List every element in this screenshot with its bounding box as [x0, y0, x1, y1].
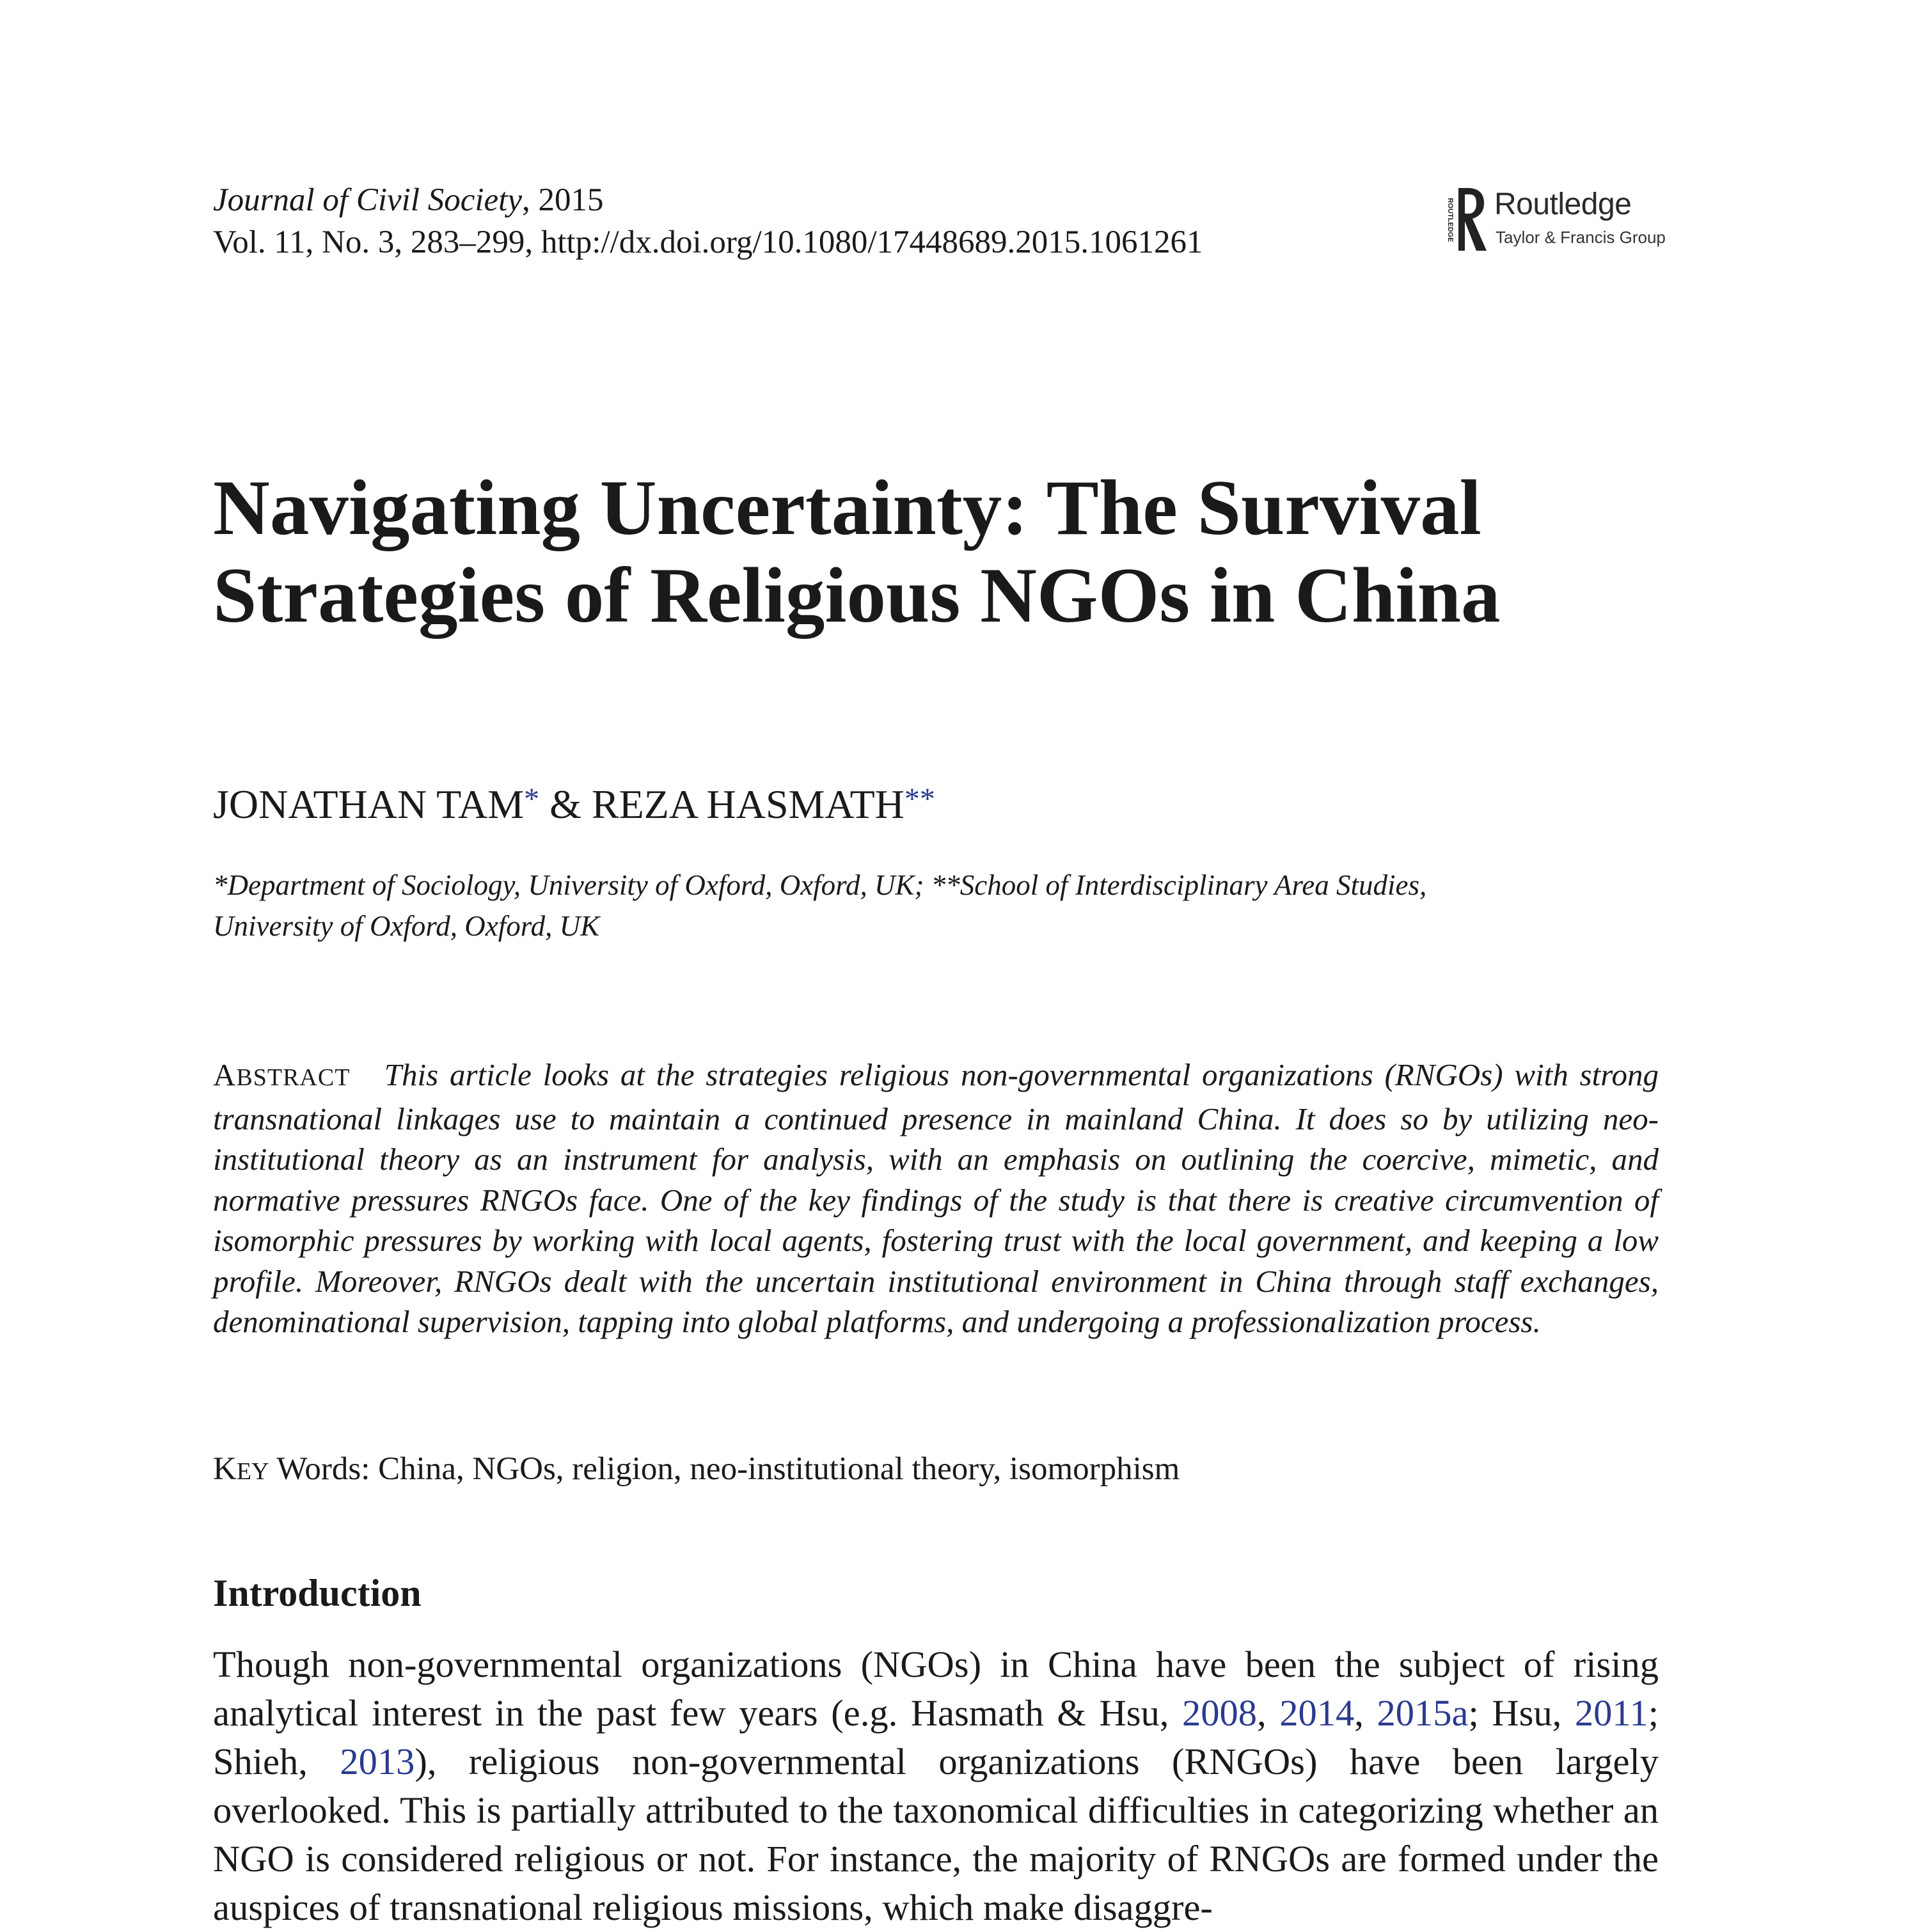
section-heading-introduction: Introduction	[213, 1572, 422, 1614]
keywords-label-initial: K	[213, 1451, 237, 1487]
intro-text-c: ; Shieh,	[213, 1692, 1659, 1782]
intro-sep-2: ,	[1354, 1692, 1377, 1734]
keywords-label	[213, 1451, 378, 1487]
affiliation-line-1: *Department of Sociology, University of Oxford, Oxford, UK; **School of Interdisciplinary Area Studies,	[213, 869, 1427, 901]
citation-link[interactable]: 2008	[1182, 1692, 1258, 1734]
title-line-1: Navigating Uncertainty: The Survival	[213, 464, 1481, 551]
journal-citation	[213, 179, 1203, 263]
abstract-label-rest: BSTRACT	[236, 1064, 351, 1091]
author-list	[213, 774, 935, 830]
intro-sep-1: ,	[1257, 1692, 1280, 1734]
publisher-vertical-text: ROUTLEDGE	[1446, 198, 1454, 242]
citation-line: Vol. 11, No. 3, 283–299, http://dx.doi.org/10.1080/17448689.2015.1061261	[213, 224, 1203, 260]
title-line-2: Strategies of Religious NGOs in China	[213, 551, 1501, 639]
citation-link[interactable]: 2014	[1279, 1692, 1355, 1734]
affiliation-line-2: University of Oxford, Oxford, UK	[213, 910, 600, 942]
publisher-logo	[1439, 184, 1670, 261]
intro-text-a: Though non-governmental organizations (NGOs) in China have been the subject of rising analytical interest in the past few years (e.g. Hasmath & Hsu,	[213, 1644, 1659, 1734]
journal-name: Journal of Civil Society	[213, 182, 522, 218]
keywords-list: China, NGOs, religion, neo-institutional theory, isomorphism	[378, 1451, 1180, 1487]
intro-text-b: ; Hsu,	[1468, 1692, 1575, 1734]
keywords-label-rest: EY	[236, 1458, 269, 1485]
publisher-name: Routledge	[1494, 187, 1632, 221]
citation-link[interactable]: 2011	[1574, 1692, 1648, 1734]
abstract-label-initial: A	[213, 1057, 237, 1092]
abstract-label	[213, 1057, 350, 1092]
intro-text-d: ), religious non-governmental organizations (RNGOs) have been largely overlooked. This is partially attributed to the taxonomical difficulties in categorizing whether an NGO is considered religious or not. For instance, the majority of RNGOs are formed under the auspices of transnational religious missions, which make disaggre-	[213, 1741, 1659, 1928]
journal-title-line	[213, 179, 1203, 221]
keywords-label-word: Words:	[269, 1451, 379, 1487]
author-separator: &	[539, 781, 592, 827]
keywords	[213, 1448, 1180, 1493]
affiliations	[213, 865, 1684, 946]
abstract	[213, 1055, 1659, 1342]
citation-link[interactable]: 2013	[340, 1741, 415, 1782]
author-2: REZA HASMATH	[591, 781, 904, 827]
introduction-paragraph	[213, 1640, 1659, 1932]
author-2-footnote-link[interactable]: **	[904, 782, 935, 816]
journal-year: , 2015	[521, 182, 604, 218]
abstract-text: This article looks at the strategies religious non-governmental organizations (RNGOs) with strong transnational linkages use to maintain a continued presence in mainland China. It does so by utilizing neo-institutional theory as an instrument for analysis, with an emphasis on outlining the coercive, mimetic, and normative pressures RNGOs face. One of the key findings of the study is that there is creative circumvention of isomorphic pressures by working with local agents, fostering trust with the local government, and keeping a low profile. Moreover, RNGOs dealt with the uncertain institutional environment in China through staff exchanges, denominational supervision, tapping into global platforms, and undergoing a professionalization process.	[213, 1057, 1659, 1339]
author-1-footnote-link[interactable]: *	[524, 782, 540, 816]
article-title	[213, 464, 1723, 639]
publisher-group: Taylor & Francis Group	[1496, 228, 1666, 247]
citation-link[interactable]: 2015a	[1377, 1692, 1469, 1734]
routledge-logo-icon	[1439, 184, 1488, 256]
author-1: JONATHAN TAM	[213, 781, 525, 827]
